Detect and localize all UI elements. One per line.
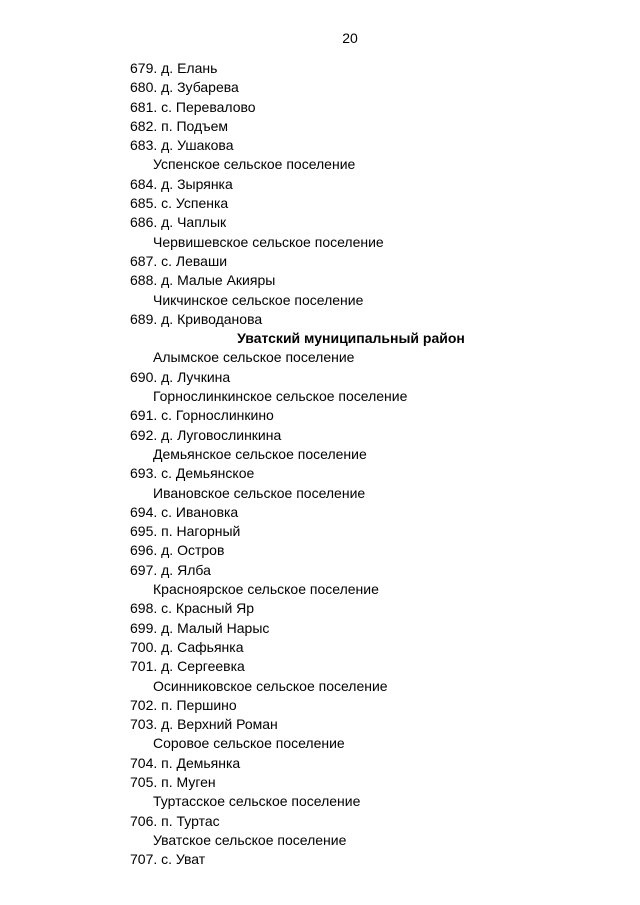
locality-item: 704. п. Демьянка	[130, 754, 241, 771]
settlement-heading: Алымское сельское поселение	[153, 349, 355, 366]
locality-item: 694. с. Ивановка	[130, 503, 239, 520]
locality-item: 680. д. Зубарева	[130, 79, 239, 96]
settlement-heading: Соровое сельское поселение	[153, 735, 345, 752]
settlement-heading: Уватское сельское поселение	[153, 831, 347, 848]
locality-item: 707. с. Уват	[130, 851, 206, 868]
settlement-heading: Красноярское сельское поселение	[153, 581, 379, 598]
locality-item: 690. д. Лучкина	[130, 368, 231, 385]
settlement-heading: Демьянское сельское поселение	[153, 445, 367, 462]
locality-item: 688. д. Малые Акияры	[130, 272, 276, 289]
settlement-heading: Червишевское сельское поселение	[153, 233, 384, 250]
locality-item: 691. с. Горнослинкино	[130, 407, 274, 424]
settlement-heading: Осинниковское сельское поселение	[153, 677, 388, 694]
settlement-heading: Горнослинкинское сельское поселение	[153, 388, 408, 405]
locality-item: 697. д. Ялба	[130, 561, 211, 578]
locality-item: 683. д. Ушакова	[130, 137, 234, 154]
settlement-heading: Ивановское сельское поселение	[153, 484, 366, 501]
locality-item: 698. с. Красный Яр	[130, 600, 255, 617]
locality-item: 705. п. Муген	[130, 773, 216, 790]
locality-item: 687. с. Леваши	[130, 252, 228, 269]
locality-item: 700. д. Сафьянка	[130, 638, 244, 655]
locality-item: 703. д. Верхний Роман	[130, 716, 278, 733]
locality-item: 702. п. Першино	[130, 696, 237, 713]
settlement-heading: Туртасское сельское поселение	[153, 793, 361, 810]
locality-item: 706. п. Туртас	[130, 812, 220, 829]
locality-item: 699. д. Малый Нарыс	[130, 619, 270, 636]
settlement-list	[0, 59, 640, 869]
locality-item: 695. п. Нагорный	[130, 523, 241, 540]
locality-item: 689. д. Криводанова	[130, 310, 263, 327]
locality-item: 701. д. Сергеевка	[130, 658, 245, 675]
locality-item: 696. д. Остров	[130, 542, 225, 559]
locality-item: 686. д. Чаплык	[130, 214, 227, 231]
locality-item: 692. д. Луговослинкина	[130, 426, 282, 443]
settlement-heading: Чикчинское сельское поселение	[153, 291, 364, 308]
locality-item: 684. д. Зырянка	[130, 175, 233, 192]
page-number: 20	[342, 30, 358, 46]
locality-item: 681. с. Перевалово	[130, 98, 256, 115]
settlement-heading: Успенское сельское поселение	[153, 156, 356, 173]
locality-item: 685. с. Успенка	[130, 195, 229, 212]
locality-item: 682. п. Подъем	[130, 117, 229, 134]
locality-item: 679. д. Елань	[130, 60, 218, 76]
district-heading: Уватский муниципальный район	[237, 330, 465, 347]
locality-item: 693. с. Демьянское	[130, 465, 255, 482]
